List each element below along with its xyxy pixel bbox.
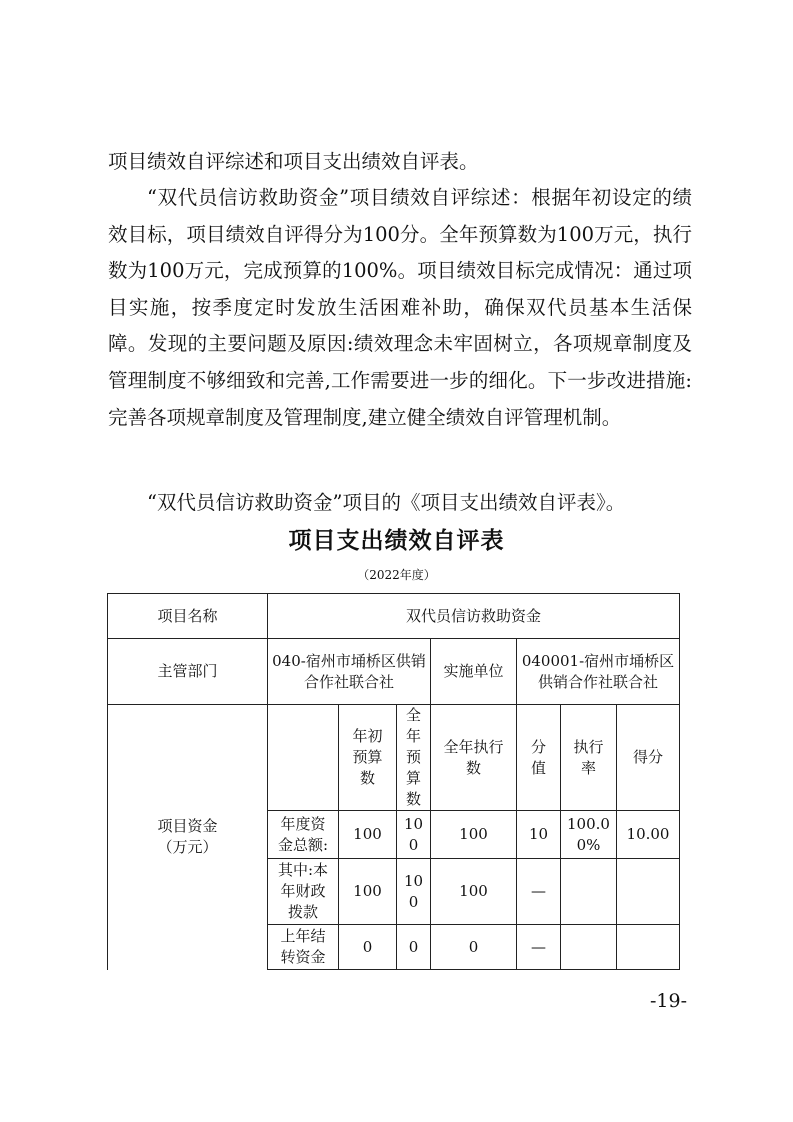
cell-budget-init: 100	[339, 859, 397, 925]
row-label: 上年结转资金	[268, 925, 339, 970]
cell-exec-rate: 100.00%	[561, 811, 617, 859]
cell-score	[617, 859, 680, 925]
performance-table	[107, 593, 680, 970]
cell-budget-init: 0	[339, 925, 397, 970]
header-budget-init: 年初预算数	[339, 705, 397, 811]
cell-budget-full: 100	[397, 859, 431, 925]
row-label: 年度资金总额:	[268, 811, 339, 859]
impl-value: 040001-宿州市埇桥区供销合作社联合社	[517, 639, 680, 705]
intro-paragraph: 项目绩效自评综述和项目支出绩效自评表。	[108, 150, 479, 173]
header-score: 得分	[617, 705, 680, 811]
table-row	[108, 594, 680, 639]
table-row	[108, 639, 680, 705]
project-name-label: 项目名称	[108, 594, 268, 639]
cell-score: 10.00	[617, 811, 680, 859]
page-number: -19-	[650, 990, 688, 1012]
table-intro-paragraph: “双代员信访救助资金”项目的《项目支出绩效自评表》。	[147, 491, 626, 514]
table-title: 项目支出绩效自评表	[288, 528, 505, 554]
dept-label: 主管部门	[108, 639, 268, 705]
cell-score	[617, 925, 680, 970]
cell-score-weight: 10	[517, 811, 561, 859]
cell-score-weight: —	[517, 859, 561, 925]
cell-exec-rate	[561, 925, 617, 970]
row-label: 其中:本年财政拨款	[268, 859, 339, 925]
fund-label: 项目资金（万元）	[108, 705, 268, 970]
cell-budget-full: 100	[397, 811, 431, 859]
header-exec-full: 全年执行数	[431, 705, 517, 811]
header-score-weight: 分值	[517, 705, 561, 811]
cell-budget-init: 100	[339, 811, 397, 859]
dept-value: 040-宿州市埇桥区供销合作社联合社	[268, 639, 431, 705]
cell-budget-full: 0	[397, 925, 431, 970]
cell-exec-rate	[561, 859, 617, 925]
cell-exec-full: 0	[431, 925, 517, 970]
impl-label: 实施单位	[431, 639, 517, 705]
summary-paragraph: “双代员信访救助资金”项目绩效自评综述：根据年初设定的绩效目标，项目绩效自评得分为100分。全年预算数为100万元，执行数为100万元，完成预算的100%。项目绩效目标完成情况：通过项目实施，按季度定时发放生活困难补助，确保双代员基本生活保障。发现的主要问题及原因:绩效理念未牢固树立，各项规章制度及管理制度不够细致和完善,工作需要进一步的细化。下一步改进措施:完善各项规章制度及管理制度,建立健全绩效自评管理机制。	[108, 186, 692, 429]
project-name-value: 双代员信访救助资金	[268, 594, 680, 639]
year-note: （2022年度）	[357, 568, 436, 582]
cell-exec-full: 100	[431, 859, 517, 925]
cell-score-weight: —	[517, 925, 561, 970]
header-budget-full: 全年预算数	[397, 705, 431, 811]
cell-exec-full: 100	[431, 811, 517, 859]
header-exec-rate: 执行率	[561, 705, 617, 811]
header-empty	[268, 705, 339, 811]
table-row	[108, 705, 680, 811]
